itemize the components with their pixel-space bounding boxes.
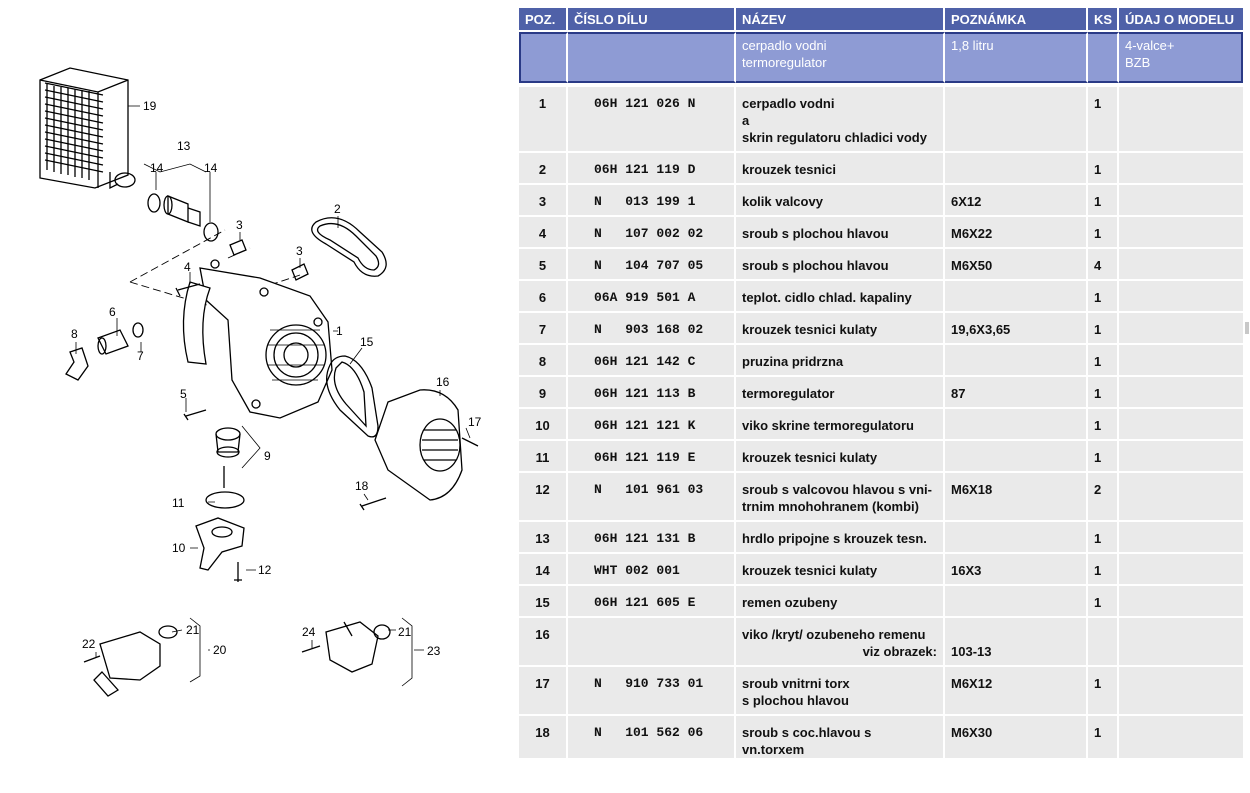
cell-model bbox=[1119, 473, 1243, 522]
callout-22: 22 bbox=[82, 637, 96, 651]
cell-ks: 1 bbox=[1088, 153, 1119, 185]
cell-nazev bbox=[736, 473, 945, 522]
cell-ks: 1 bbox=[1088, 313, 1119, 345]
cell-model bbox=[1119, 313, 1243, 345]
cell-model bbox=[1119, 716, 1243, 760]
cell-model bbox=[1119, 377, 1243, 409]
cell-cislo-dilu: WHT 002 001 bbox=[568, 554, 736, 586]
cell-ks: 1 bbox=[1088, 667, 1119, 716]
cell-poz: 13 bbox=[519, 522, 568, 554]
table-row[interactable] bbox=[519, 153, 1243, 185]
cell-model bbox=[1119, 409, 1243, 441]
cell-nazev bbox=[736, 409, 945, 441]
cell-cislo-dilu: N 107 002 02 bbox=[568, 217, 736, 249]
cell-nazev bbox=[736, 667, 945, 716]
cell-cislo-dilu: 06H 121 119 D bbox=[568, 153, 736, 185]
cell-nazev-line: sroub s plochou hlavou bbox=[742, 258, 889, 273]
table-row[interactable] bbox=[519, 217, 1243, 249]
cell-nazev bbox=[736, 313, 945, 345]
group-nazev-line: termoregulator bbox=[742, 55, 827, 70]
table-row[interactable] bbox=[519, 522, 1243, 554]
cell-ks: 4 bbox=[1088, 249, 1119, 281]
cell-nazev bbox=[736, 618, 945, 667]
cell-nazev-line: krouzek tesnici kulaty bbox=[742, 322, 878, 337]
cell-nazev-line: sroub s plochou hlavou bbox=[742, 226, 889, 241]
cell-poznamka bbox=[945, 409, 1088, 441]
cell-cislo-dilu: 06H 121 119 E bbox=[568, 441, 736, 473]
table-row[interactable] bbox=[519, 249, 1243, 281]
table-row[interactable] bbox=[519, 377, 1243, 409]
group-cislo bbox=[568, 32, 736, 83]
cell-poznamka: M6X30 bbox=[945, 716, 1088, 760]
callout-15: 15 bbox=[360, 335, 374, 349]
cell-nazev-line: sroub s valcovou hlavou s vni- bbox=[742, 482, 932, 497]
cell-nazev-line: kolik valcovy bbox=[742, 194, 823, 209]
group-poznamka: 1,8 litru bbox=[945, 32, 1088, 83]
cell-poznamka bbox=[945, 153, 1088, 185]
cell-model bbox=[1119, 281, 1243, 313]
cell-model bbox=[1119, 441, 1243, 473]
cell-poznamka bbox=[945, 345, 1088, 377]
callout-14-a: 14 bbox=[150, 161, 164, 175]
cell-poznamka: 19,6X3,65 bbox=[945, 313, 1088, 345]
parts-list bbox=[519, 8, 1243, 784]
cell-poznamka: 16X3 bbox=[945, 554, 1088, 586]
cell-ks: 1 bbox=[1088, 87, 1119, 153]
oil-cooler-drawing bbox=[40, 68, 135, 188]
callout-3-a: 3 bbox=[236, 218, 243, 232]
cell-ks: 1 bbox=[1088, 281, 1119, 313]
cell-cislo-dilu: N 910 733 01 bbox=[568, 667, 736, 716]
header-nazev: NÁZEV bbox=[736, 8, 945, 32]
callout-11: 11 bbox=[172, 496, 185, 510]
cell-cislo-dilu: 06H 121 142 C bbox=[568, 345, 736, 377]
table-row[interactable] bbox=[519, 441, 1243, 473]
group-poz bbox=[519, 32, 568, 83]
cell-model bbox=[1119, 667, 1243, 716]
table-row[interactable] bbox=[519, 554, 1243, 586]
table-row[interactable] bbox=[519, 716, 1243, 760]
cell-nazev-line: s plochou hlavou bbox=[742, 693, 849, 708]
table-row[interactable] bbox=[519, 586, 1243, 618]
callout-8: 8 bbox=[71, 327, 78, 341]
cell-nazev-line: a bbox=[742, 113, 750, 128]
cell-model bbox=[1119, 586, 1243, 618]
cell-model bbox=[1119, 249, 1243, 281]
group-model-line: BZB bbox=[1125, 55, 1151, 70]
cell-nazev-line: trnim mnohohranem (kombi) bbox=[742, 499, 919, 514]
cell-ks: 1 bbox=[1088, 554, 1119, 586]
cell-ks: 1 bbox=[1088, 345, 1119, 377]
callout-17: 17 bbox=[468, 415, 482, 429]
cell-ks: 1 bbox=[1088, 217, 1119, 249]
cell-cislo-dilu: 06A 919 501 A bbox=[568, 281, 736, 313]
group-model bbox=[1119, 32, 1243, 83]
cell-poz: 11 bbox=[519, 441, 568, 473]
cell-ks: 1 bbox=[1088, 409, 1119, 441]
group-model-line: 4-valce+ bbox=[1125, 38, 1175, 53]
callout-12: 12 bbox=[258, 563, 272, 577]
cell-ks: 2 bbox=[1088, 473, 1119, 522]
cell-ks: 1 bbox=[1088, 586, 1119, 618]
selected-group-row[interactable] bbox=[519, 32, 1243, 83]
diagram-svg bbox=[0, 0, 515, 793]
cell-nazev bbox=[736, 586, 945, 618]
cell-nazev-line: pruzina pridrzna bbox=[742, 354, 844, 369]
cell-poznamka: 6X12 bbox=[945, 185, 1088, 217]
cell-cislo-dilu: 06H 121 026 N bbox=[568, 87, 736, 153]
cell-nazev bbox=[736, 522, 945, 554]
cell-cislo-dilu: N 903 168 02 bbox=[568, 313, 736, 345]
cell-nazev-line: krouzek tesnici bbox=[742, 162, 836, 177]
cell-poznamka bbox=[945, 441, 1088, 473]
cell-cislo-dilu: N 013 199 1 bbox=[568, 185, 736, 217]
cell-ks: 1 bbox=[1088, 441, 1119, 473]
cell-cislo-dilu: 06H 121 113 B bbox=[568, 377, 736, 409]
cell-poz: 2 bbox=[519, 153, 568, 185]
cell-poznamka: 87 bbox=[945, 377, 1088, 409]
gasket-drawing bbox=[312, 218, 386, 276]
connector-fitting-drawing bbox=[148, 194, 218, 241]
cell-poz: 17 bbox=[519, 667, 568, 716]
header-cislo-dilu: ČÍSLO DÍLU bbox=[568, 8, 736, 32]
callout-4: 4 bbox=[184, 260, 191, 274]
cell-nazev-line: skrin regulatoru chladici vody bbox=[742, 130, 927, 145]
callout-24: 24 bbox=[302, 625, 316, 639]
cell-poznamka: M6X50 bbox=[945, 249, 1088, 281]
cell-cislo-dilu bbox=[568, 618, 736, 667]
cell-model bbox=[1119, 217, 1243, 249]
cell-ks: 1 bbox=[1088, 377, 1119, 409]
cell-poz: 18 bbox=[519, 716, 568, 760]
cell-poz: 16 bbox=[519, 618, 568, 667]
cell-nazev-line: sroub s coc.hlavou s vn.torxem bbox=[742, 725, 872, 757]
callout-19: 19 bbox=[143, 99, 157, 113]
table-row[interactable] bbox=[519, 409, 1243, 441]
callout-18: 18 bbox=[355, 479, 369, 493]
cell-poznamka: M6X12 bbox=[945, 667, 1088, 716]
cell-cislo-dilu: 06H 121 121 K bbox=[568, 409, 736, 441]
cell-poznamka: M6X22 bbox=[945, 217, 1088, 249]
table-row[interactable] bbox=[519, 667, 1243, 716]
header-ks: KS bbox=[1088, 8, 1119, 32]
callout-23: 23 bbox=[427, 644, 441, 658]
table-row[interactable] bbox=[519, 345, 1243, 377]
group-nazev-line: cerpadlo vodni bbox=[742, 38, 827, 53]
cell-nazev bbox=[736, 377, 945, 409]
table-row[interactable] bbox=[519, 473, 1243, 522]
cell-nazev-line: remen ozubeny bbox=[742, 595, 838, 610]
cell-poznamka: M6X18 bbox=[945, 473, 1088, 522]
cell-ks: 1 bbox=[1088, 185, 1119, 217]
cell-poznamka bbox=[945, 87, 1088, 153]
cell-nazev bbox=[736, 716, 945, 760]
header-poz: POZ. bbox=[519, 8, 568, 32]
cell-nazev bbox=[736, 281, 945, 313]
table-row[interactable] bbox=[519, 313, 1243, 345]
cell-poz: 3 bbox=[519, 185, 568, 217]
cell-poz: 4 bbox=[519, 217, 568, 249]
cell-poznamka bbox=[945, 281, 1088, 313]
cell-poz: 15 bbox=[519, 586, 568, 618]
callout-5: 5 bbox=[180, 387, 187, 401]
thermostat-drawing bbox=[216, 428, 240, 488]
cell-model bbox=[1119, 185, 1243, 217]
cell-cislo-dilu: 06H 121 131 B bbox=[568, 522, 736, 554]
callout-2: 2 bbox=[334, 202, 341, 216]
cell-nazev-line: cerpadlo vodni bbox=[742, 96, 835, 111]
cell-cislo-dilu: N 101 961 03 bbox=[568, 473, 736, 522]
table-row[interactable] bbox=[519, 185, 1243, 217]
table-row[interactable] bbox=[519, 618, 1243, 667]
cell-cislo-dilu: 06H 121 605 E bbox=[568, 586, 736, 618]
cell-nazev bbox=[736, 217, 945, 249]
cell-nazev-line: teplot. cidlo chlad. kapaliny bbox=[742, 290, 912, 305]
group-ks bbox=[1088, 32, 1119, 83]
cell-ks: 1 bbox=[1088, 522, 1119, 554]
cell-nazev bbox=[736, 345, 945, 377]
cell-nazev-line: viko skrine termoregulatoru bbox=[742, 418, 914, 433]
cell-poz: 9 bbox=[519, 377, 568, 409]
cell-poznamka bbox=[945, 522, 1088, 554]
callout-3-b: 3 bbox=[296, 244, 303, 258]
parts-rows bbox=[519, 83, 1243, 760]
pump-housing-drawing bbox=[183, 260, 332, 418]
timing-belt-cover-drawing bbox=[375, 390, 462, 500]
cell-nazev-line: krouzek tesnici kulaty bbox=[742, 450, 878, 465]
cell-poz: 5 bbox=[519, 249, 568, 281]
cell-ks: 1 bbox=[1088, 716, 1119, 760]
callout-9: 9 bbox=[264, 449, 271, 463]
cell-poz: 6 bbox=[519, 281, 568, 313]
callout-16: 16 bbox=[436, 375, 450, 389]
callout-7: 7 bbox=[137, 349, 144, 363]
callout-1: 1 bbox=[336, 324, 343, 338]
callout-6: 6 bbox=[109, 305, 116, 319]
cell-poznamka bbox=[945, 586, 1088, 618]
cell-model bbox=[1119, 554, 1243, 586]
cell-nazev-line: hrdlo pripojne s krouzek tesn. bbox=[742, 531, 927, 546]
cell-cislo-dilu: N 101 562 06 bbox=[568, 716, 736, 760]
cell-cislo-dilu: N 104 707 05 bbox=[568, 249, 736, 281]
callout-14-b: 14 bbox=[204, 161, 218, 175]
cell-poz: 7 bbox=[519, 313, 568, 345]
callout-21-b: 21 bbox=[398, 625, 412, 639]
callout-20: 20 bbox=[213, 643, 227, 657]
cell-poznamka: 103-13 bbox=[945, 618, 1088, 667]
splitter-grip-icon[interactable] bbox=[1245, 322, 1249, 334]
callout-21-a: 21 bbox=[186, 623, 200, 637]
exploded-parts-diagram bbox=[0, 0, 515, 793]
callout-13: 13 bbox=[177, 139, 191, 153]
cell-poz: 8 bbox=[519, 345, 568, 377]
cell-model bbox=[1119, 345, 1243, 377]
table-row[interactable] bbox=[519, 281, 1243, 313]
table-row[interactable] bbox=[519, 87, 1243, 153]
cell-nazev bbox=[736, 554, 945, 586]
cell-nazev-line: viko /kryt/ ozubeneho remenu bbox=[742, 627, 926, 642]
cell-nazev-line: termoregulator bbox=[742, 386, 835, 401]
header-udaj-o-modelu: ÚDAJ O MODELU bbox=[1119, 8, 1243, 32]
cell-poz: 10 bbox=[519, 409, 568, 441]
cell-nazev-line: krouzek tesnici kulaty bbox=[742, 563, 878, 578]
cell-poz: 12 bbox=[519, 473, 568, 522]
parts-table bbox=[519, 8, 1243, 760]
header-poznamka: POZNÁMKA bbox=[945, 8, 1088, 32]
cell-nazev bbox=[736, 87, 945, 153]
cell-nazev bbox=[736, 249, 945, 281]
callout-10: 10 bbox=[172, 541, 186, 555]
cell-nazev bbox=[736, 441, 945, 473]
cell-viz-label: viz obrazek: bbox=[862, 644, 937, 659]
cell-model bbox=[1119, 522, 1243, 554]
cell-nazev-line: sroub vnitrni torx bbox=[742, 676, 850, 691]
table-header-row bbox=[519, 8, 1243, 32]
cell-model bbox=[1119, 153, 1243, 185]
cell-ks bbox=[1088, 618, 1119, 667]
cell-poz: 14 bbox=[519, 554, 568, 586]
group-nazev bbox=[736, 32, 945, 83]
cell-model bbox=[1119, 87, 1243, 153]
cell-poz: 1 bbox=[519, 87, 568, 153]
cell-model bbox=[1119, 618, 1243, 667]
cell-nazev bbox=[736, 185, 945, 217]
cell-nazev bbox=[736, 153, 945, 185]
